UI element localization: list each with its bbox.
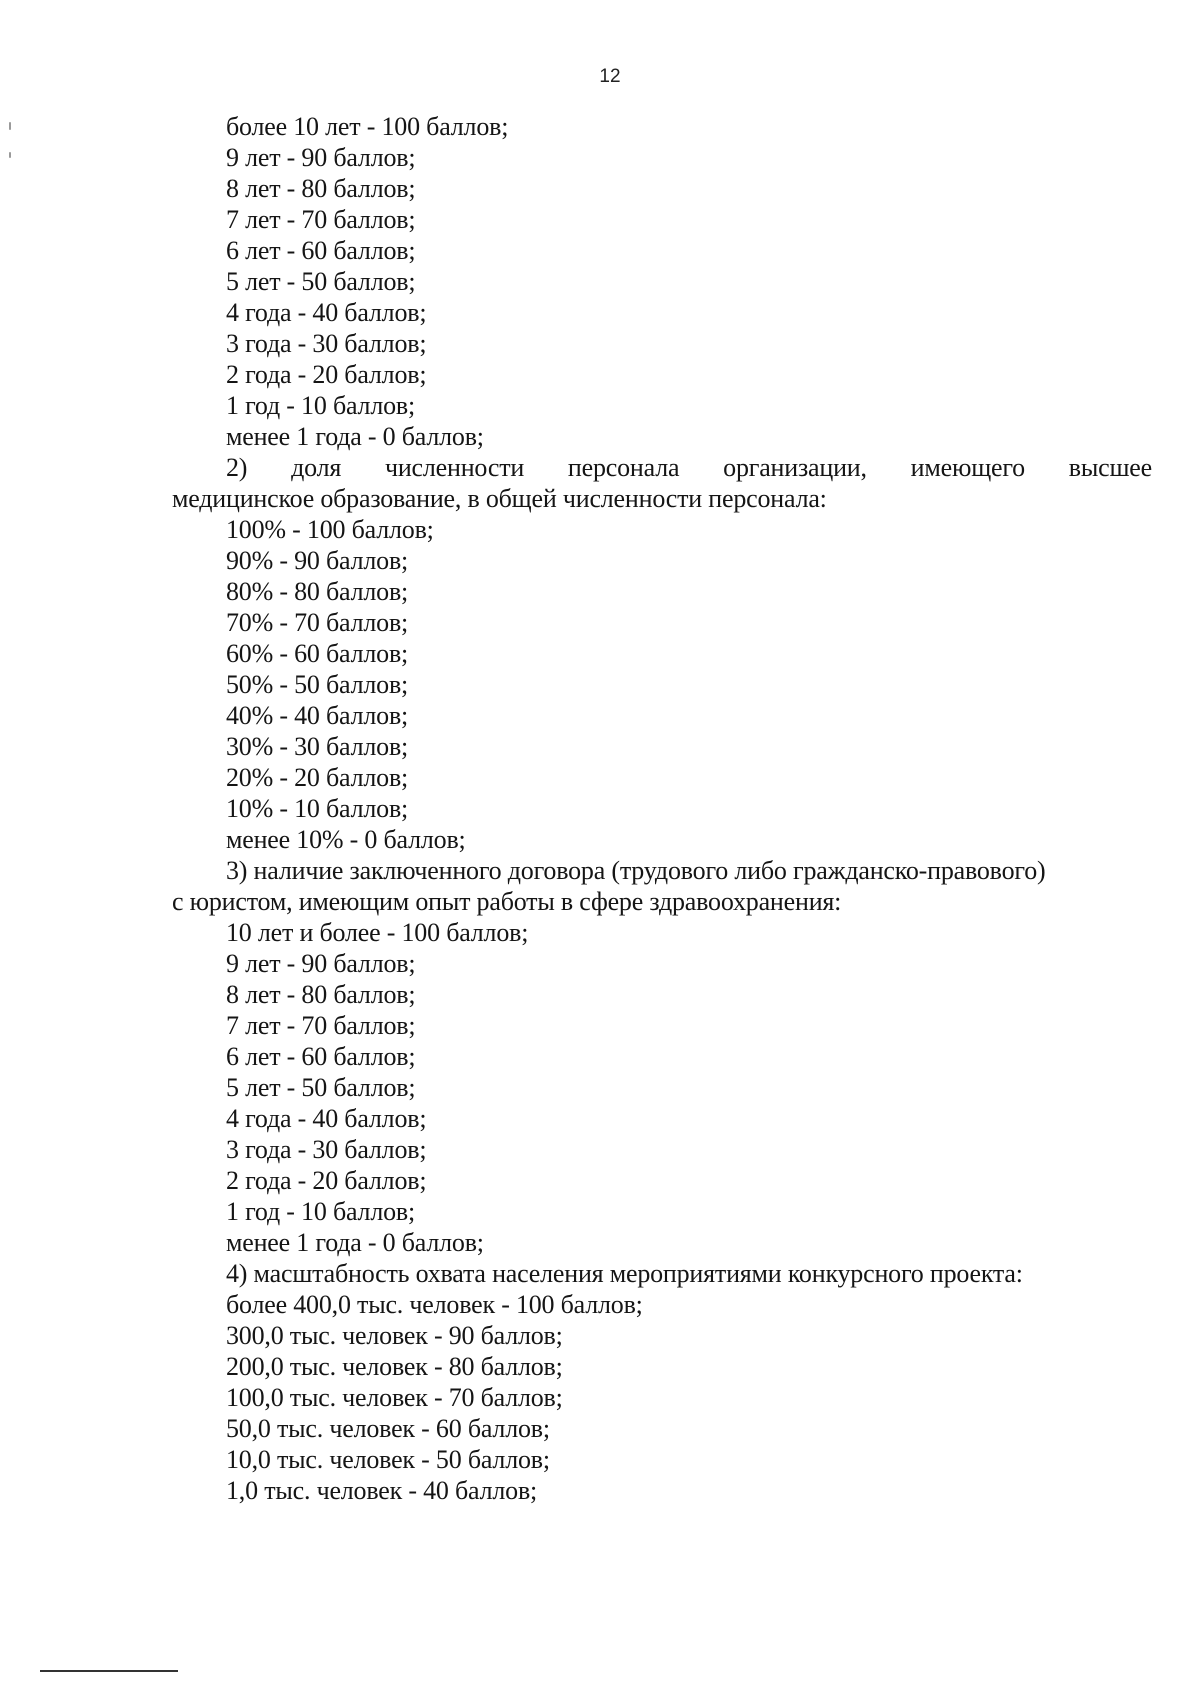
text-line: 8 лет - 80 баллов; [226,174,416,203]
text-line: 80% - 80 баллов; [226,577,409,606]
text-line: 10 лет и более - 100 баллов; [226,918,529,947]
text-line: 5 лет - 50 баллов; [226,1073,416,1102]
text-line: 3 года - 30 баллов; [226,329,427,358]
text-line: 40% - 40 баллов; [226,701,409,730]
scan-artifact [9,122,11,130]
section-2-heading-continued: медицинское образование, в общей численности персонала: [172,484,827,513]
text-line: более 400,0 тыс. человек - 100 баллов; [226,1290,643,1319]
text-line: 50% - 50 баллов; [226,670,409,699]
text-line: 300,0 тыс. человек - 90 баллов; [226,1321,563,1350]
text-line: 100% - 100 баллов; [226,515,434,544]
text-line: 1,0 тыс. человек - 40 баллов; [226,1476,538,1505]
text-line: 5 лет - 50 баллов; [226,267,416,296]
text-line: 6 лет - 60 баллов; [226,236,416,265]
text-line: 2 года - 20 баллов; [226,360,427,389]
text-line: 70% - 70 баллов; [226,608,409,637]
text-line: 2 года - 20 баллов; [226,1166,427,1195]
scan-artifact [9,152,11,158]
text-line: более 10 лет - 100 баллов; [226,112,509,141]
text-line: 20% - 20 баллов; [226,763,409,792]
text-line: 1 год - 10 баллов; [226,391,416,420]
page-number: 12 [599,66,621,87]
section-2-heading: 2) доля численности персонала организации, имеющего высшее [226,453,1152,482]
text-line: 7 лет - 70 баллов; [226,205,416,234]
text-line: 6 лет - 60 баллов; [226,1042,416,1071]
text-line: 7 лет - 70 баллов; [226,1011,416,1040]
text-line: 9 лет - 90 баллов; [226,949,416,978]
text-line: 90% - 90 баллов; [226,546,409,575]
text-line: 10% - 10 баллов; [226,794,409,823]
text-line: 9 лет - 90 баллов; [226,143,416,172]
text-line: 4 года - 40 баллов; [226,1104,427,1133]
text-line: 1 год - 10 баллов; [226,1197,416,1226]
text-line: 100,0 тыс. человек - 70 баллов; [226,1383,563,1412]
document-body [172,111,1152,1506]
section-4-heading: 4) масштабность охвата населения мероприятиями конкурсного проекта: [226,1259,1023,1288]
footnote-rule [40,1670,178,1672]
text-line: 50,0 тыс. человек - 60 баллов; [226,1414,550,1443]
text-line: 3 года - 30 баллов; [226,1135,427,1164]
text-line: менее 10% - 0 баллов; [226,825,466,854]
section-3-heading-continued: с юристом, имеющим опыт работы в сфере здравоохранения: [172,887,842,916]
section-3-heading: 3) наличие заключенного договора (трудового либо гражданско-правового) [226,856,1046,885]
text-line: 8 лет - 80 баллов; [226,980,416,1009]
text-line: менее 1 года - 0 баллов; [226,1228,484,1257]
text-line: менее 1 года - 0 баллов; [226,422,484,451]
text-line: 10,0 тыс. человек - 50 баллов; [226,1445,550,1474]
text-line: 4 года - 40 баллов; [226,298,427,327]
text-line: 30% - 30 баллов; [226,732,409,761]
text-line: 200,0 тыс. человек - 80 баллов; [226,1352,563,1381]
text-line: 60% - 60 баллов; [226,639,409,668]
